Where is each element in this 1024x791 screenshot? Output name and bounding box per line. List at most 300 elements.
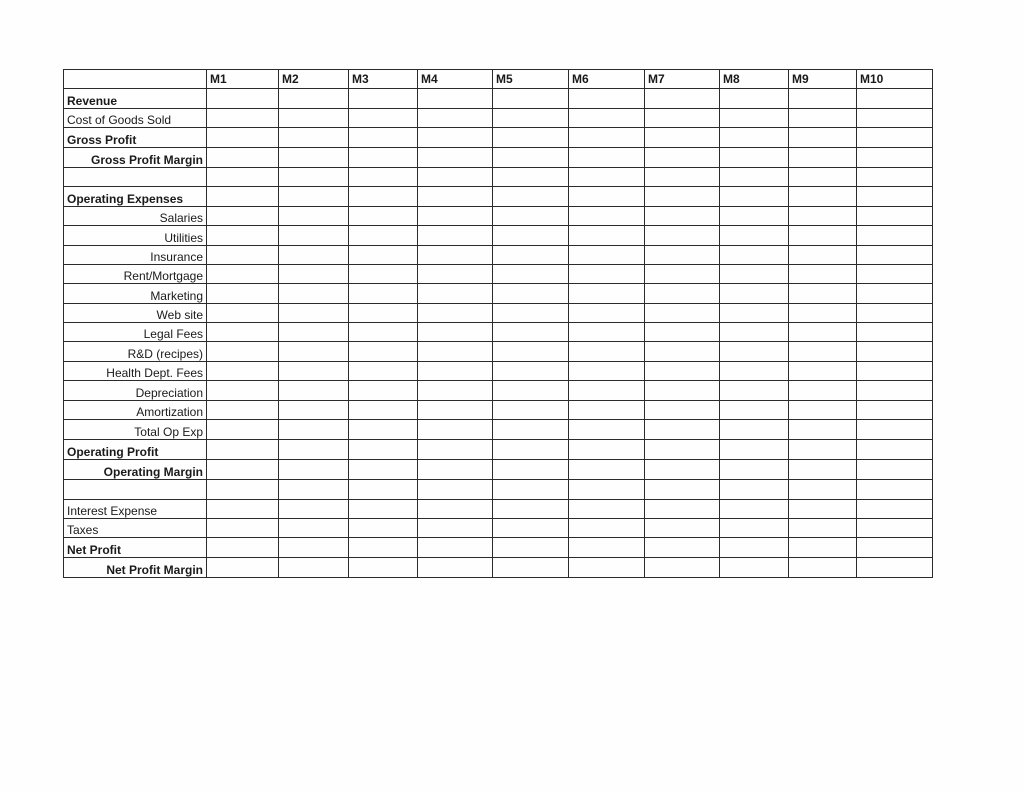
value-cell[interactable] [569, 420, 645, 440]
value-cell[interactable] [207, 226, 279, 245]
value-cell[interactable] [857, 245, 933, 264]
value-cell[interactable] [493, 342, 569, 361]
value-cell[interactable] [857, 361, 933, 380]
value-cell[interactable] [207, 147, 279, 167]
row-label[interactable]: Taxes [64, 518, 207, 537]
value-cell[interactable] [279, 381, 349, 400]
value-cell[interactable] [279, 167, 349, 186]
value-cell[interactable] [418, 557, 493, 577]
column-header-m6[interactable]: M6 [569, 70, 645, 89]
value-cell[interactable] [279, 226, 349, 245]
value-cell[interactable] [279, 342, 349, 361]
value-cell[interactable] [207, 108, 279, 127]
value-cell[interactable] [279, 557, 349, 577]
value-cell[interactable] [349, 147, 418, 167]
row-label[interactable]: Total Op Exp [64, 420, 207, 440]
value-cell[interactable] [569, 226, 645, 245]
column-header-m5[interactable]: M5 [493, 70, 569, 89]
value-cell[interactable] [857, 557, 933, 577]
column-header-m10[interactable]: M10 [857, 70, 933, 89]
value-cell[interactable] [645, 187, 720, 206]
value-cell[interactable] [720, 323, 789, 342]
value-cell[interactable] [857, 89, 933, 108]
value-cell[interactable] [418, 459, 493, 479]
value-cell[interactable] [493, 499, 569, 518]
value-cell[interactable] [279, 538, 349, 557]
value-cell[interactable] [493, 381, 569, 400]
value-cell[interactable] [279, 303, 349, 322]
table-row [64, 303, 933, 322]
value-cell[interactable] [207, 361, 279, 380]
row-label[interactable]: Marketing [64, 284, 207, 303]
value-cell[interactable] [418, 128, 493, 147]
row-label[interactable]: Operating Expenses [64, 187, 207, 206]
value-cell[interactable] [569, 459, 645, 479]
value-cell[interactable] [493, 440, 569, 459]
value-cell[interactable] [645, 206, 720, 225]
value-cell[interactable] [789, 147, 857, 167]
row-label[interactable]: Amortization [64, 400, 207, 419]
value-cell[interactable] [720, 303, 789, 322]
value-cell[interactable] [645, 264, 720, 283]
value-cell[interactable] [645, 557, 720, 577]
value-cell[interactable] [418, 538, 493, 557]
value-cell[interactable] [349, 381, 418, 400]
value-cell[interactable] [789, 108, 857, 127]
value-cell[interactable] [789, 206, 857, 225]
value-cell[interactable] [569, 245, 645, 264]
row-label[interactable]: R&D (recipes) [64, 342, 207, 361]
row-label[interactable]: Net Profit [64, 538, 207, 557]
value-cell[interactable] [349, 459, 418, 479]
value-cell[interactable] [789, 245, 857, 264]
value-cell[interactable] [418, 89, 493, 108]
value-cell[interactable] [720, 499, 789, 518]
value-cell[interactable] [349, 206, 418, 225]
value-cell[interactable] [493, 284, 569, 303]
value-cell[interactable] [349, 538, 418, 557]
value-cell[interactable] [720, 187, 789, 206]
value-cell[interactable] [569, 499, 645, 518]
column-header-m3[interactable]: M3 [349, 70, 418, 89]
value-cell[interactable] [349, 187, 418, 206]
value-cell[interactable] [493, 167, 569, 186]
value-cell[interactable] [493, 420, 569, 440]
value-cell[interactable] [569, 440, 645, 459]
value-cell[interactable] [857, 226, 933, 245]
value-cell[interactable] [645, 518, 720, 537]
value-cell[interactable] [645, 245, 720, 264]
value-cell[interactable] [569, 538, 645, 557]
value-cell[interactable] [207, 480, 279, 499]
value-cell[interactable] [720, 206, 789, 225]
value-cell[interactable] [645, 459, 720, 479]
value-cell[interactable] [720, 108, 789, 127]
value-cell[interactable] [279, 361, 349, 380]
value-cell[interactable] [857, 264, 933, 283]
value-cell[interactable] [720, 147, 789, 167]
table-row [64, 187, 933, 206]
value-cell[interactable] [418, 518, 493, 537]
value-cell[interactable] [857, 381, 933, 400]
value-cell[interactable] [493, 323, 569, 342]
value-cell[interactable] [789, 187, 857, 206]
row-label[interactable]: Net Profit Margin [64, 557, 207, 577]
value-cell[interactable] [279, 187, 349, 206]
value-cell[interactable] [645, 420, 720, 440]
corner-cell[interactable] [64, 70, 207, 89]
value-cell[interactable] [789, 381, 857, 400]
value-cell[interactable] [279, 89, 349, 108]
value-cell[interactable] [418, 342, 493, 361]
value-cell[interactable] [279, 128, 349, 147]
value-cell[interactable] [279, 518, 349, 537]
row-label[interactable] [64, 167, 207, 186]
value-cell[interactable] [418, 167, 493, 186]
value-cell[interactable] [789, 557, 857, 577]
value-cell[interactable] [349, 226, 418, 245]
value-cell[interactable] [279, 245, 349, 264]
value-cell[interactable] [279, 284, 349, 303]
row-label[interactable]: Health Dept. Fees [64, 361, 207, 380]
value-cell[interactable] [418, 226, 493, 245]
value-cell[interactable] [207, 128, 279, 147]
column-header-m8[interactable]: M8 [720, 70, 789, 89]
value-cell[interactable] [645, 226, 720, 245]
value-cell[interactable] [569, 128, 645, 147]
header-row [64, 70, 933, 89]
table-row [64, 323, 933, 342]
row-label[interactable]: Salaries [64, 206, 207, 225]
value-cell[interactable] [720, 459, 789, 479]
value-cell[interactable] [857, 187, 933, 206]
value-cell[interactable] [569, 147, 645, 167]
value-cell[interactable] [720, 518, 789, 537]
value-cell[interactable] [418, 420, 493, 440]
value-cell[interactable] [207, 264, 279, 283]
value-cell[interactable] [789, 167, 857, 186]
value-cell[interactable] [857, 108, 933, 127]
value-cell[interactable] [789, 323, 857, 342]
value-cell[interactable] [207, 303, 279, 322]
value-cell[interactable] [349, 89, 418, 108]
value-cell[interactable] [349, 128, 418, 147]
value-cell[interactable] [569, 264, 645, 283]
value-cell[interactable] [645, 303, 720, 322]
row-label[interactable] [64, 480, 207, 499]
value-cell[interactable] [569, 557, 645, 577]
value-cell[interactable] [857, 206, 933, 225]
value-cell[interactable] [645, 167, 720, 186]
value-cell[interactable] [418, 147, 493, 167]
value-cell[interactable] [645, 499, 720, 518]
value-cell[interactable] [645, 440, 720, 459]
value-cell[interactable] [279, 400, 349, 419]
value-cell[interactable] [645, 400, 720, 419]
value-cell[interactable] [569, 381, 645, 400]
value-cell[interactable] [569, 361, 645, 380]
value-cell[interactable] [418, 440, 493, 459]
value-cell[interactable] [789, 89, 857, 108]
value-cell[interactable] [569, 480, 645, 499]
value-cell[interactable] [569, 323, 645, 342]
value-cell[interactable] [418, 187, 493, 206]
value-cell[interactable] [720, 167, 789, 186]
value-cell[interactable] [789, 459, 857, 479]
value-cell[interactable] [493, 187, 569, 206]
value-cell[interactable] [349, 420, 418, 440]
value-cell[interactable] [720, 361, 789, 380]
value-cell[interactable] [857, 128, 933, 147]
value-cell[interactable] [645, 323, 720, 342]
value-cell[interactable] [349, 108, 418, 127]
value-cell[interactable] [645, 538, 720, 557]
value-cell[interactable] [418, 381, 493, 400]
value-cell[interactable] [349, 480, 418, 499]
value-cell[interactable] [207, 284, 279, 303]
value-cell[interactable] [857, 167, 933, 186]
value-cell[interactable] [645, 89, 720, 108]
row-label[interactable]: Web site [64, 303, 207, 322]
value-cell[interactable] [207, 167, 279, 186]
value-cell[interactable] [645, 342, 720, 361]
value-cell[interactable] [720, 420, 789, 440]
value-cell[interactable] [207, 459, 279, 479]
value-cell[interactable] [279, 459, 349, 479]
value-cell[interactable] [789, 538, 857, 557]
value-cell[interactable] [857, 400, 933, 419]
value-cell[interactable] [645, 128, 720, 147]
value-cell[interactable] [493, 480, 569, 499]
value-cell[interactable] [418, 206, 493, 225]
value-cell[interactable] [279, 108, 349, 127]
value-cell[interactable] [279, 147, 349, 167]
table-row [64, 284, 933, 303]
value-cell[interactable] [720, 342, 789, 361]
column-header-m1[interactable]: M1 [207, 70, 279, 89]
income-statement-table [63, 69, 933, 578]
value-cell[interactable] [857, 342, 933, 361]
value-cell[interactable] [720, 538, 789, 557]
value-cell[interactable] [857, 147, 933, 167]
table-row [64, 147, 933, 167]
value-cell[interactable] [207, 342, 279, 361]
value-cell[interactable] [349, 499, 418, 518]
value-cell[interactable] [349, 167, 418, 186]
value-cell[interactable] [279, 264, 349, 283]
value-cell[interactable] [857, 303, 933, 322]
value-cell[interactable] [720, 245, 789, 264]
value-cell[interactable] [857, 480, 933, 499]
value-cell[interactable] [418, 499, 493, 518]
value-cell[interactable] [207, 206, 279, 225]
value-cell[interactable] [569, 342, 645, 361]
value-cell[interactable] [493, 245, 569, 264]
value-cell[interactable] [418, 108, 493, 127]
value-cell[interactable] [569, 518, 645, 537]
value-cell[interactable] [789, 420, 857, 440]
value-cell[interactable] [418, 284, 493, 303]
value-cell[interactable] [207, 557, 279, 577]
value-cell[interactable] [569, 187, 645, 206]
row-label[interactable]: Revenue [64, 89, 207, 108]
value-cell[interactable] [645, 361, 720, 380]
value-cell[interactable] [349, 557, 418, 577]
value-cell[interactable] [789, 400, 857, 419]
value-cell[interactable] [720, 400, 789, 419]
value-cell[interactable] [720, 264, 789, 283]
value-cell[interactable] [418, 264, 493, 283]
value-cell[interactable] [207, 499, 279, 518]
value-cell[interactable] [349, 264, 418, 283]
row-label[interactable]: Gross Profit [64, 128, 207, 147]
value-cell[interactable] [569, 206, 645, 225]
column-header-m7[interactable]: M7 [645, 70, 720, 89]
value-cell[interactable] [279, 440, 349, 459]
value-cell[interactable] [720, 480, 789, 499]
value-cell[interactable] [418, 480, 493, 499]
value-cell[interactable] [720, 440, 789, 459]
column-header-m2[interactable]: M2 [279, 70, 349, 89]
value-cell[interactable] [789, 342, 857, 361]
value-cell[interactable] [645, 480, 720, 499]
value-cell[interactable] [207, 89, 279, 108]
value-cell[interactable] [493, 538, 569, 557]
value-cell[interactable] [279, 420, 349, 440]
value-cell[interactable] [857, 420, 933, 440]
value-cell[interactable] [207, 518, 279, 537]
value-cell[interactable] [569, 167, 645, 186]
value-cell[interactable] [569, 303, 645, 322]
column-header-m4[interactable]: M4 [418, 70, 493, 89]
value-cell[interactable] [418, 245, 493, 264]
row-label[interactable]: Operating Profit [64, 440, 207, 459]
value-cell[interactable] [279, 480, 349, 499]
value-cell[interactable] [789, 480, 857, 499]
table-row [64, 499, 933, 518]
row-label[interactable]: Cost of Goods Sold [64, 108, 207, 127]
table-row [64, 381, 933, 400]
value-cell[interactable] [789, 361, 857, 380]
value-cell[interactable] [720, 89, 789, 108]
value-cell[interactable] [418, 323, 493, 342]
value-cell[interactable] [645, 108, 720, 127]
value-cell[interactable] [207, 440, 279, 459]
value-cell[interactable] [207, 538, 279, 557]
column-header-m9[interactable]: M9 [789, 70, 857, 89]
value-cell[interactable] [857, 538, 933, 557]
value-cell[interactable] [279, 499, 349, 518]
row-label[interactable]: Rent/Mortgage [64, 264, 207, 283]
value-cell[interactable] [493, 89, 569, 108]
table-row [64, 245, 933, 264]
value-cell[interactable] [789, 518, 857, 537]
value-cell[interactable] [789, 440, 857, 459]
value-cell[interactable] [645, 147, 720, 167]
value-cell[interactable] [789, 284, 857, 303]
row-label[interactable]: Operating Margin [64, 459, 207, 479]
value-cell[interactable] [207, 381, 279, 400]
value-cell[interactable] [493, 264, 569, 283]
value-cell[interactable] [789, 499, 857, 518]
value-cell[interactable] [493, 400, 569, 419]
value-cell[interactable] [493, 147, 569, 167]
row-label[interactable]: Depreciation [64, 381, 207, 400]
value-cell[interactable] [720, 284, 789, 303]
value-cell[interactable] [789, 226, 857, 245]
value-cell[interactable] [493, 303, 569, 322]
value-cell[interactable] [857, 459, 933, 479]
value-cell[interactable] [569, 89, 645, 108]
value-cell[interactable] [349, 342, 418, 361]
value-cell[interactable] [493, 206, 569, 225]
value-cell[interactable] [207, 323, 279, 342]
value-cell[interactable] [789, 303, 857, 322]
row-label[interactable]: Insurance [64, 245, 207, 264]
value-cell[interactable] [418, 400, 493, 419]
table-row [64, 361, 933, 380]
value-cell[interactable] [857, 440, 933, 459]
value-cell[interactable] [207, 420, 279, 440]
value-cell[interactable] [857, 284, 933, 303]
row-label[interactable]: Legal Fees [64, 323, 207, 342]
value-cell[interactable] [569, 284, 645, 303]
row-label[interactable]: Interest Expense [64, 499, 207, 518]
value-cell[interactable] [720, 381, 789, 400]
value-cell[interactable] [207, 400, 279, 419]
value-cell[interactable] [493, 226, 569, 245]
value-cell[interactable] [789, 128, 857, 147]
table-row [64, 420, 933, 440]
value-cell[interactable] [645, 284, 720, 303]
value-cell[interactable] [493, 518, 569, 537]
value-cell[interactable] [279, 323, 349, 342]
value-cell[interactable] [349, 440, 418, 459]
value-cell[interactable] [279, 206, 349, 225]
value-cell[interactable] [349, 400, 418, 419]
row-label[interactable]: Gross Profit Margin [64, 147, 207, 167]
value-cell[interactable] [349, 518, 418, 537]
value-cell[interactable] [349, 361, 418, 380]
value-cell[interactable] [569, 400, 645, 419]
value-cell[interactable] [349, 245, 418, 264]
value-cell[interactable] [418, 361, 493, 380]
value-cell[interactable] [720, 557, 789, 577]
value-cell[interactable] [493, 128, 569, 147]
value-cell[interactable] [789, 264, 857, 283]
value-cell[interactable] [349, 303, 418, 322]
value-cell[interactable] [349, 284, 418, 303]
value-cell[interactable] [720, 226, 789, 245]
value-cell[interactable] [207, 245, 279, 264]
value-cell[interactable] [857, 499, 933, 518]
value-cell[interactable] [857, 518, 933, 537]
value-cell[interactable] [720, 128, 789, 147]
table-row [64, 108, 933, 127]
value-cell[interactable] [207, 187, 279, 206]
value-cell[interactable] [493, 459, 569, 479]
value-cell[interactable] [857, 323, 933, 342]
value-cell[interactable] [418, 303, 493, 322]
value-cell[interactable] [645, 381, 720, 400]
table-row [64, 342, 933, 361]
value-cell[interactable] [569, 108, 645, 127]
value-cell[interactable] [493, 557, 569, 577]
row-label[interactable]: Utilities [64, 226, 207, 245]
value-cell[interactable] [493, 361, 569, 380]
value-cell[interactable] [493, 108, 569, 127]
value-cell[interactable] [349, 323, 418, 342]
